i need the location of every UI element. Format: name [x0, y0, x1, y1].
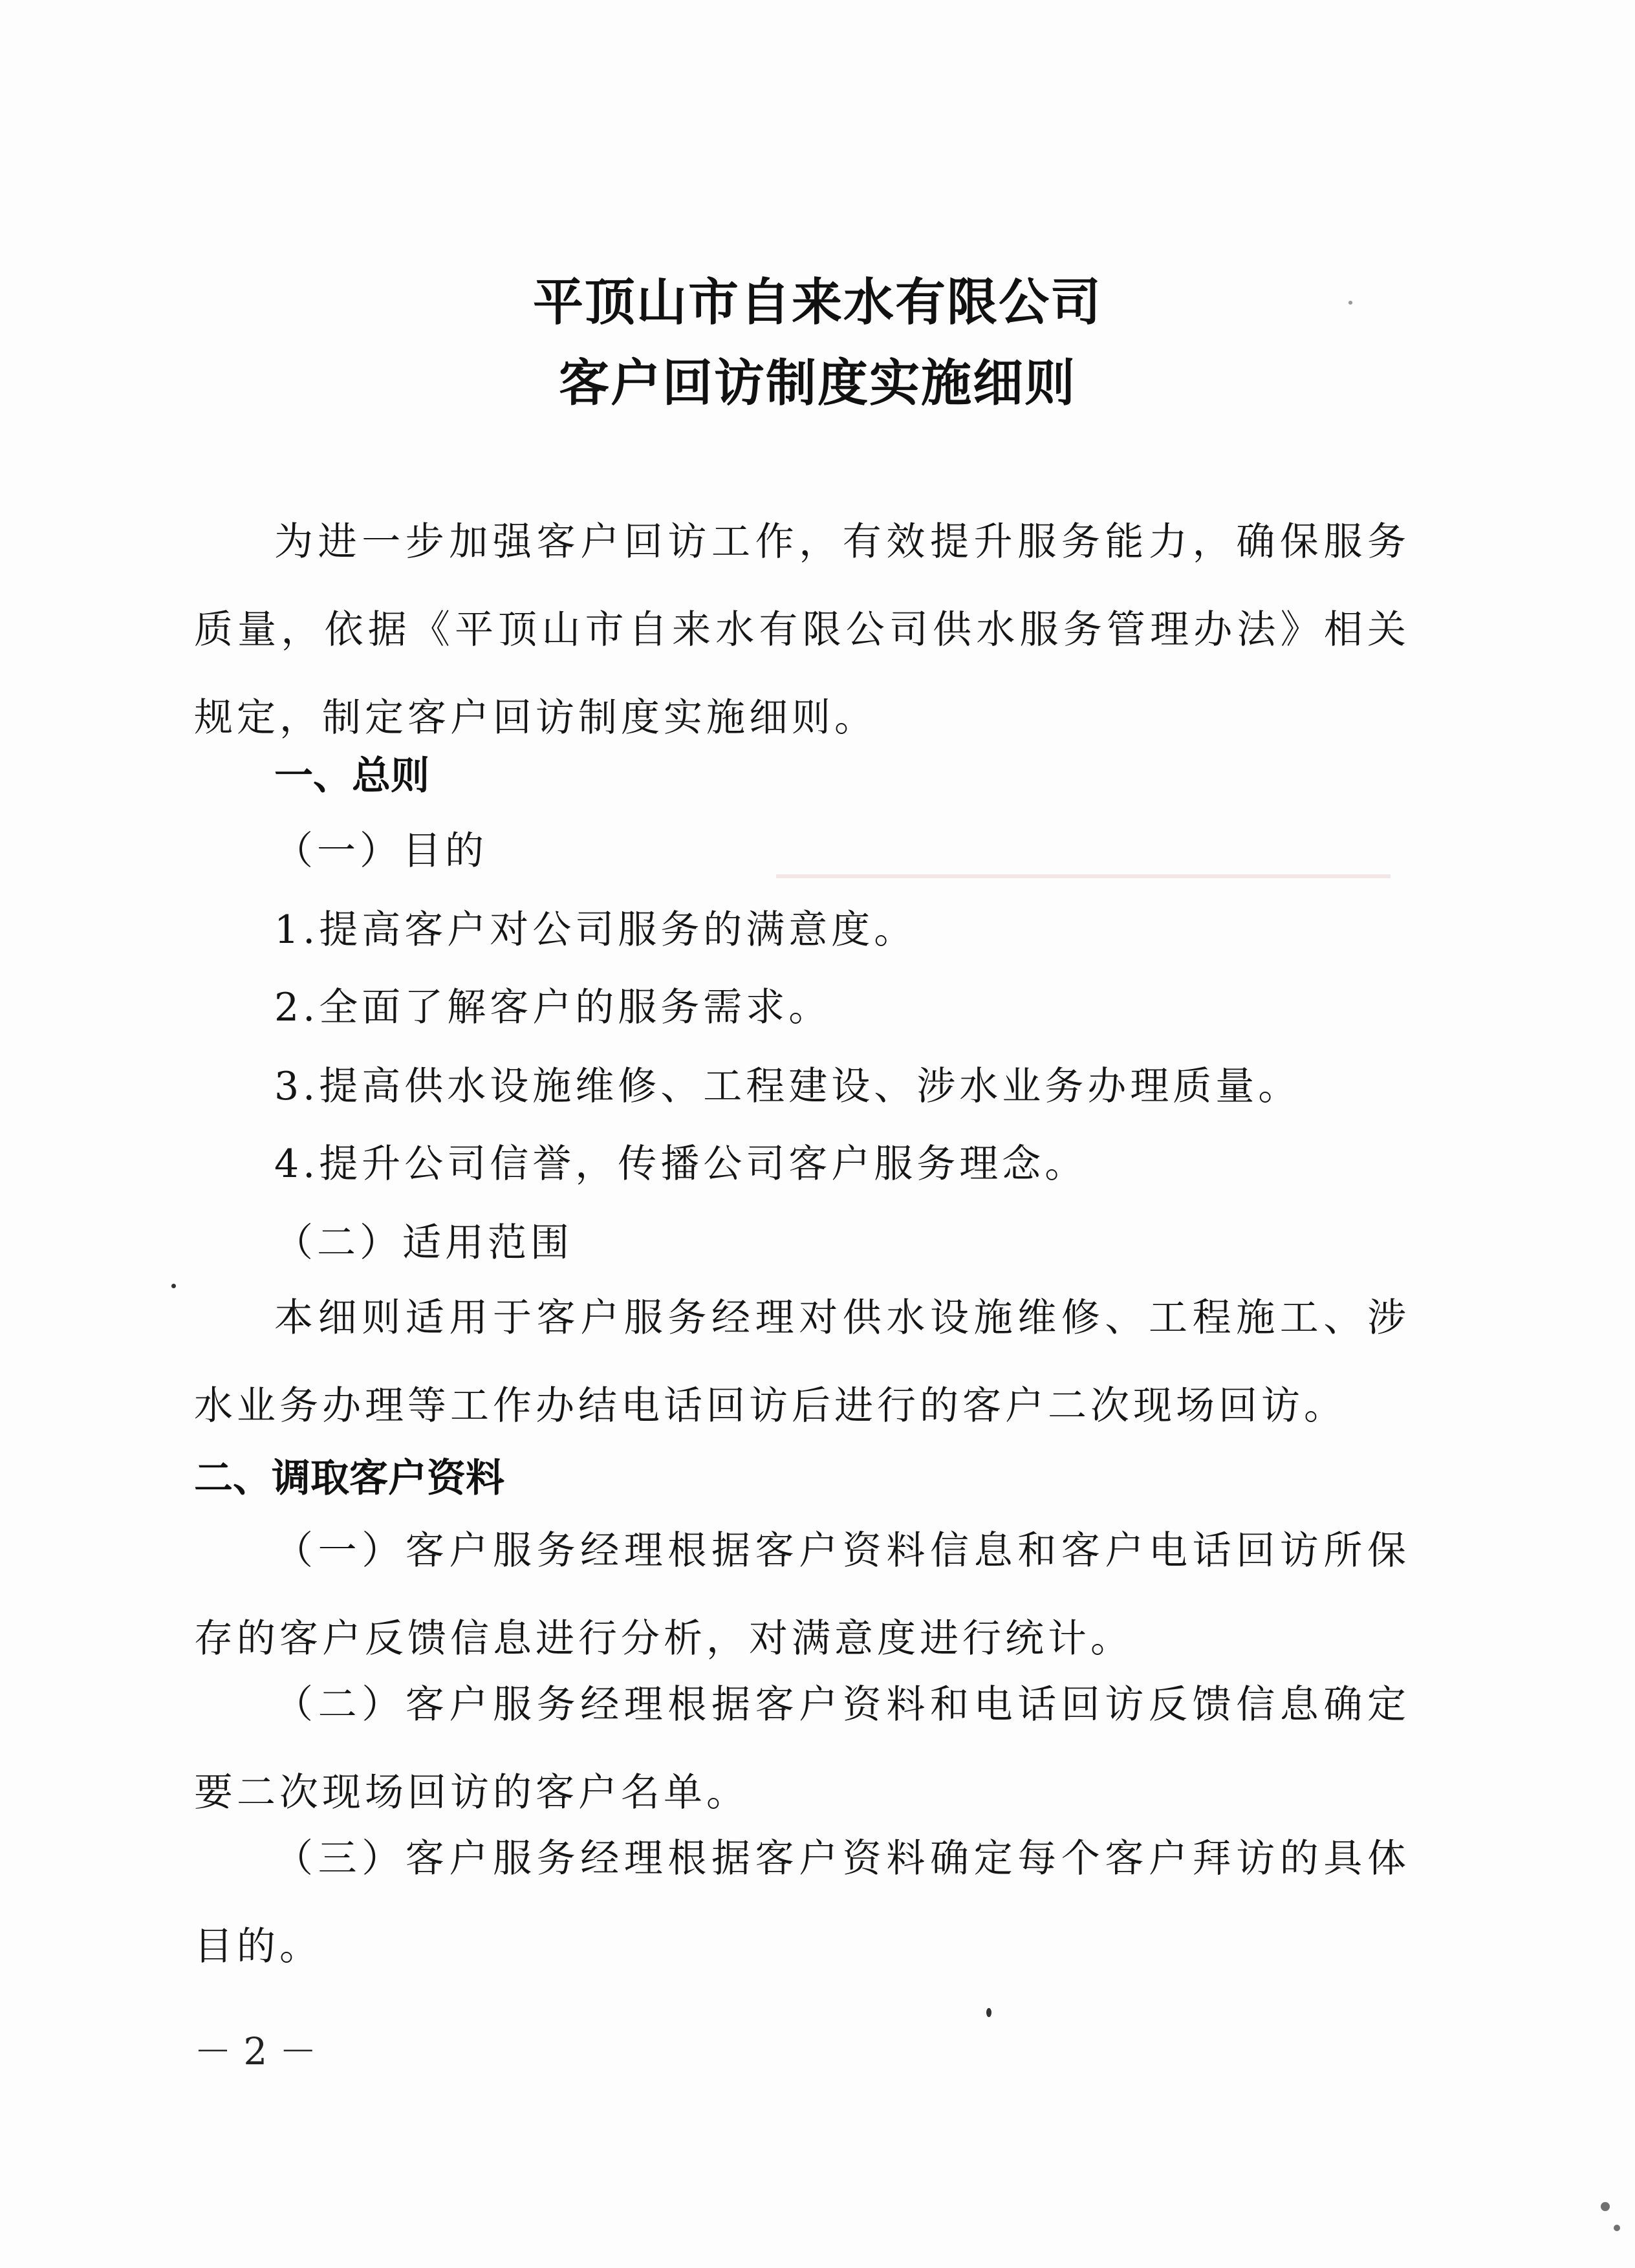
section-2-paragraph-1: （一）客户服务经理根据客户资料信息和客户电话回访所保存的客户反馈信息进行分析，对满意度进行统计。 — [194, 1528, 1410, 1661]
section-1-sub-2-heading: （二）适用范围 — [274, 1220, 573, 1266]
section-2-heading: 二、调取客户资料 — [194, 1456, 504, 1501]
purpose-item-1: 1.提高客户对公司服务的满意度。 — [274, 907, 917, 953]
scan-speck — [1348, 301, 1352, 305]
scan-speck — [986, 2008, 991, 2017]
section-1-heading: 一、总则 — [274, 753, 429, 799]
purpose-item-3: 3.提高供水设施维修、工程建设、涉水业务办理质量。 — [274, 1064, 1301, 1109]
intro-paragraph: 为进一步加强客户回访工作，有效提升服务能力，确保服务质量，依据《平顶山市自来水有限公司供水服务管理办法》相关规定，制定客户回访制度实施细则。 — [194, 519, 1410, 740]
bleed-through-line — [776, 874, 1391, 878]
scope-paragraph: 本细则适用于客户服务经理对供水设施维修、工程施工、涉水业务办理等工作办结电话回访后进行的客户二次现场回访。 — [194, 1295, 1410, 1429]
purpose-item-2: 2.全面了解客户的服务需求。 — [274, 985, 832, 1030]
purpose-item-4: 4.提升公司信誉，传播公司客户服务理念。 — [274, 1141, 1088, 1187]
scan-speck — [1601, 2202, 1610, 2211]
document-title-line-1: 平顶山市自来水有限公司 — [532, 273, 1102, 332]
scan-speck — [1614, 2225, 1620, 2231]
scan-speck — [171, 1284, 176, 1288]
section-2-paragraph-3: （三）客户服务经理根据客户资料确定每个客户拜访的具体目的。 — [194, 1836, 1410, 1969]
page-number: － 2 － — [194, 2029, 317, 2073]
section-2-paragraph-2: （二）客户服务经理根据客户资料和电话回访反馈信息确定要二次现场回访的客户名单。 — [194, 1682, 1410, 1815]
section-1-sub-1-heading: （一）目的 — [274, 828, 488, 874]
document-title-line-2: 客户回访制度实施细则 — [558, 354, 1076, 413]
